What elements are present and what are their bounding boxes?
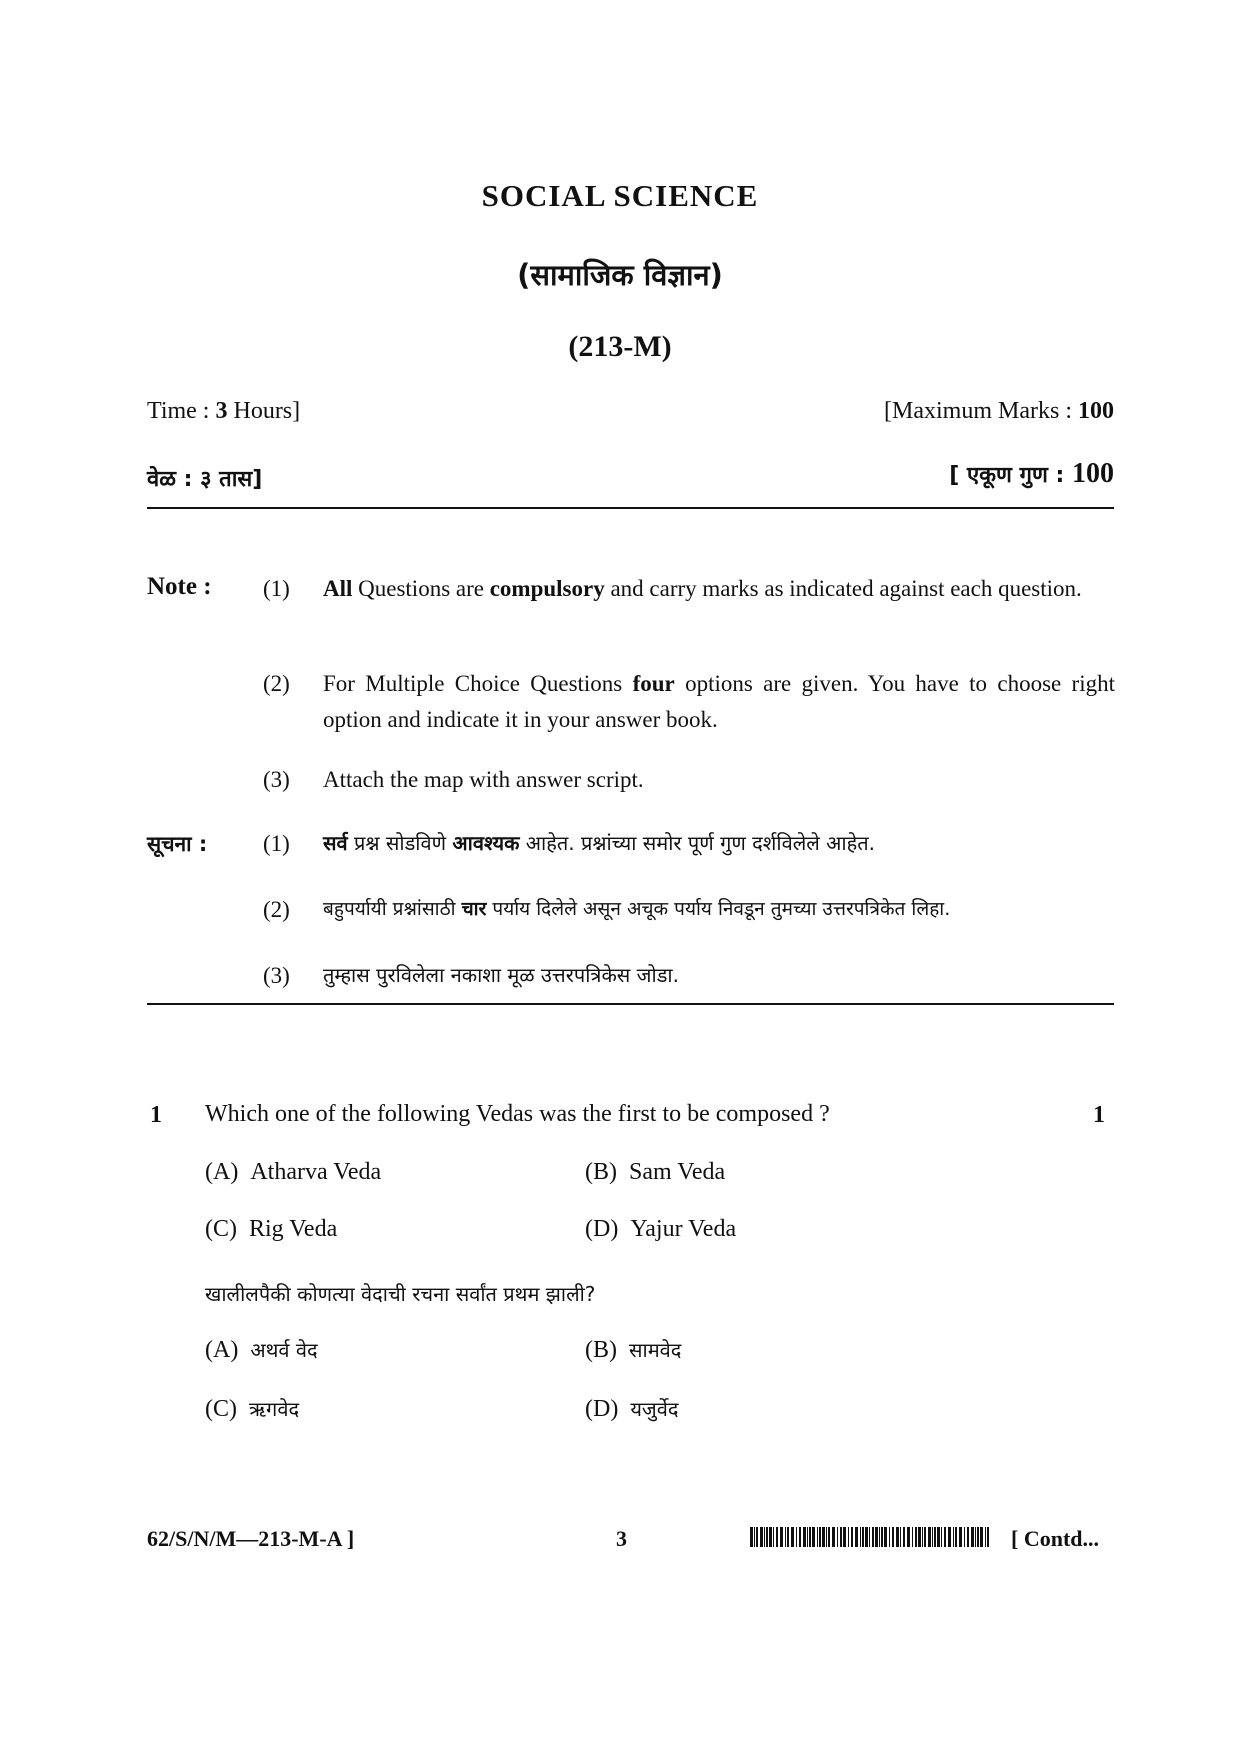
time-mr: वेळ : ३ तास] (147, 467, 263, 492)
note-num: (1) (263, 831, 290, 856)
option-d-en: (D) Yajur Veda (585, 1216, 737, 1242)
option-a-mr: (A) अथर्व वेद (205, 1337, 318, 1363)
header-divider (147, 507, 1114, 509)
option-c-mr: (C) ऋगवेद (205, 1396, 300, 1422)
option-a-en: (A) Atharva Veda (205, 1159, 382, 1185)
question-text-mr: खालीलपैकी कोणत्या वेदाची रचना सर्वांत प्रथम झाली? (205, 1282, 596, 1306)
note-text: All Questions are compulsory and carry marks as indicated against each question. (323, 576, 1082, 601)
note-text-mr: बहुपर्यायी प्रश्नांसाठी चार पर्याय दिलेले असून अचूक पर्याय निवडून तुमच्या उत्तरपत्रिकेत लिहा. (323, 898, 951, 920)
note-text-mr: सर्व प्रश्न सोडविणे आवश्यक आहेत. प्रश्नांच्या समोर पूर्ण गुण दर्शविलेले आहेत. (323, 831, 875, 855)
note-text-mr: तुम्हास पुरविलेला नकाशा मूळ उत्तरपत्रिकेस जोडा. (323, 963, 679, 987)
note-num: (3) (263, 963, 290, 988)
barcode (750, 1527, 990, 1547)
note-text: For Multiple Choice Questions four options are given. You have to choose right option and indicate it in your answer book. (323, 671, 1115, 732)
option-c-en: (C) Rig Veda (205, 1216, 338, 1242)
question-text-en: Which one of the following Vedas was the first to be composed ? (205, 1101, 830, 1127)
contd-label: [ Contd... (1011, 1526, 1100, 1551)
note-label: Note : (147, 573, 212, 600)
note-num: (1) (263, 576, 290, 601)
page-subtitle: (सामाजिक विज्ञान) (517, 258, 723, 292)
max-marks-mr: [ एकूण गुण : 100 (949, 458, 1114, 489)
subject-code: (213-M) (568, 330, 672, 363)
max-marks-en: [Maximum Marks : 100 (884, 398, 1114, 424)
note-label-mr: सूचना : (147, 832, 208, 856)
note-num: (2) (263, 897, 290, 922)
question-marks: 1 (1093, 1102, 1105, 1128)
note-num: (3) (263, 767, 290, 792)
option-d-mr: (D) यजुर्वेद (585, 1396, 679, 1422)
page-title: SOCIAL SCIENCE (481, 178, 759, 213)
time-en: Time : 3 Hours] (147, 398, 301, 424)
note-num: (2) (263, 671, 290, 696)
option-b-mr: (B) सामवेद (585, 1337, 682, 1363)
note-text: Attach the map with answer script. (323, 767, 644, 792)
notes-divider (147, 1003, 1114, 1005)
page-number: 3 (616, 1526, 627, 1551)
question-number: 1 (150, 1102, 162, 1128)
option-b-en: (B) Sam Veda (585, 1159, 726, 1185)
paper-code: 62/S/N/M—213-M-A ] (147, 1526, 355, 1551)
